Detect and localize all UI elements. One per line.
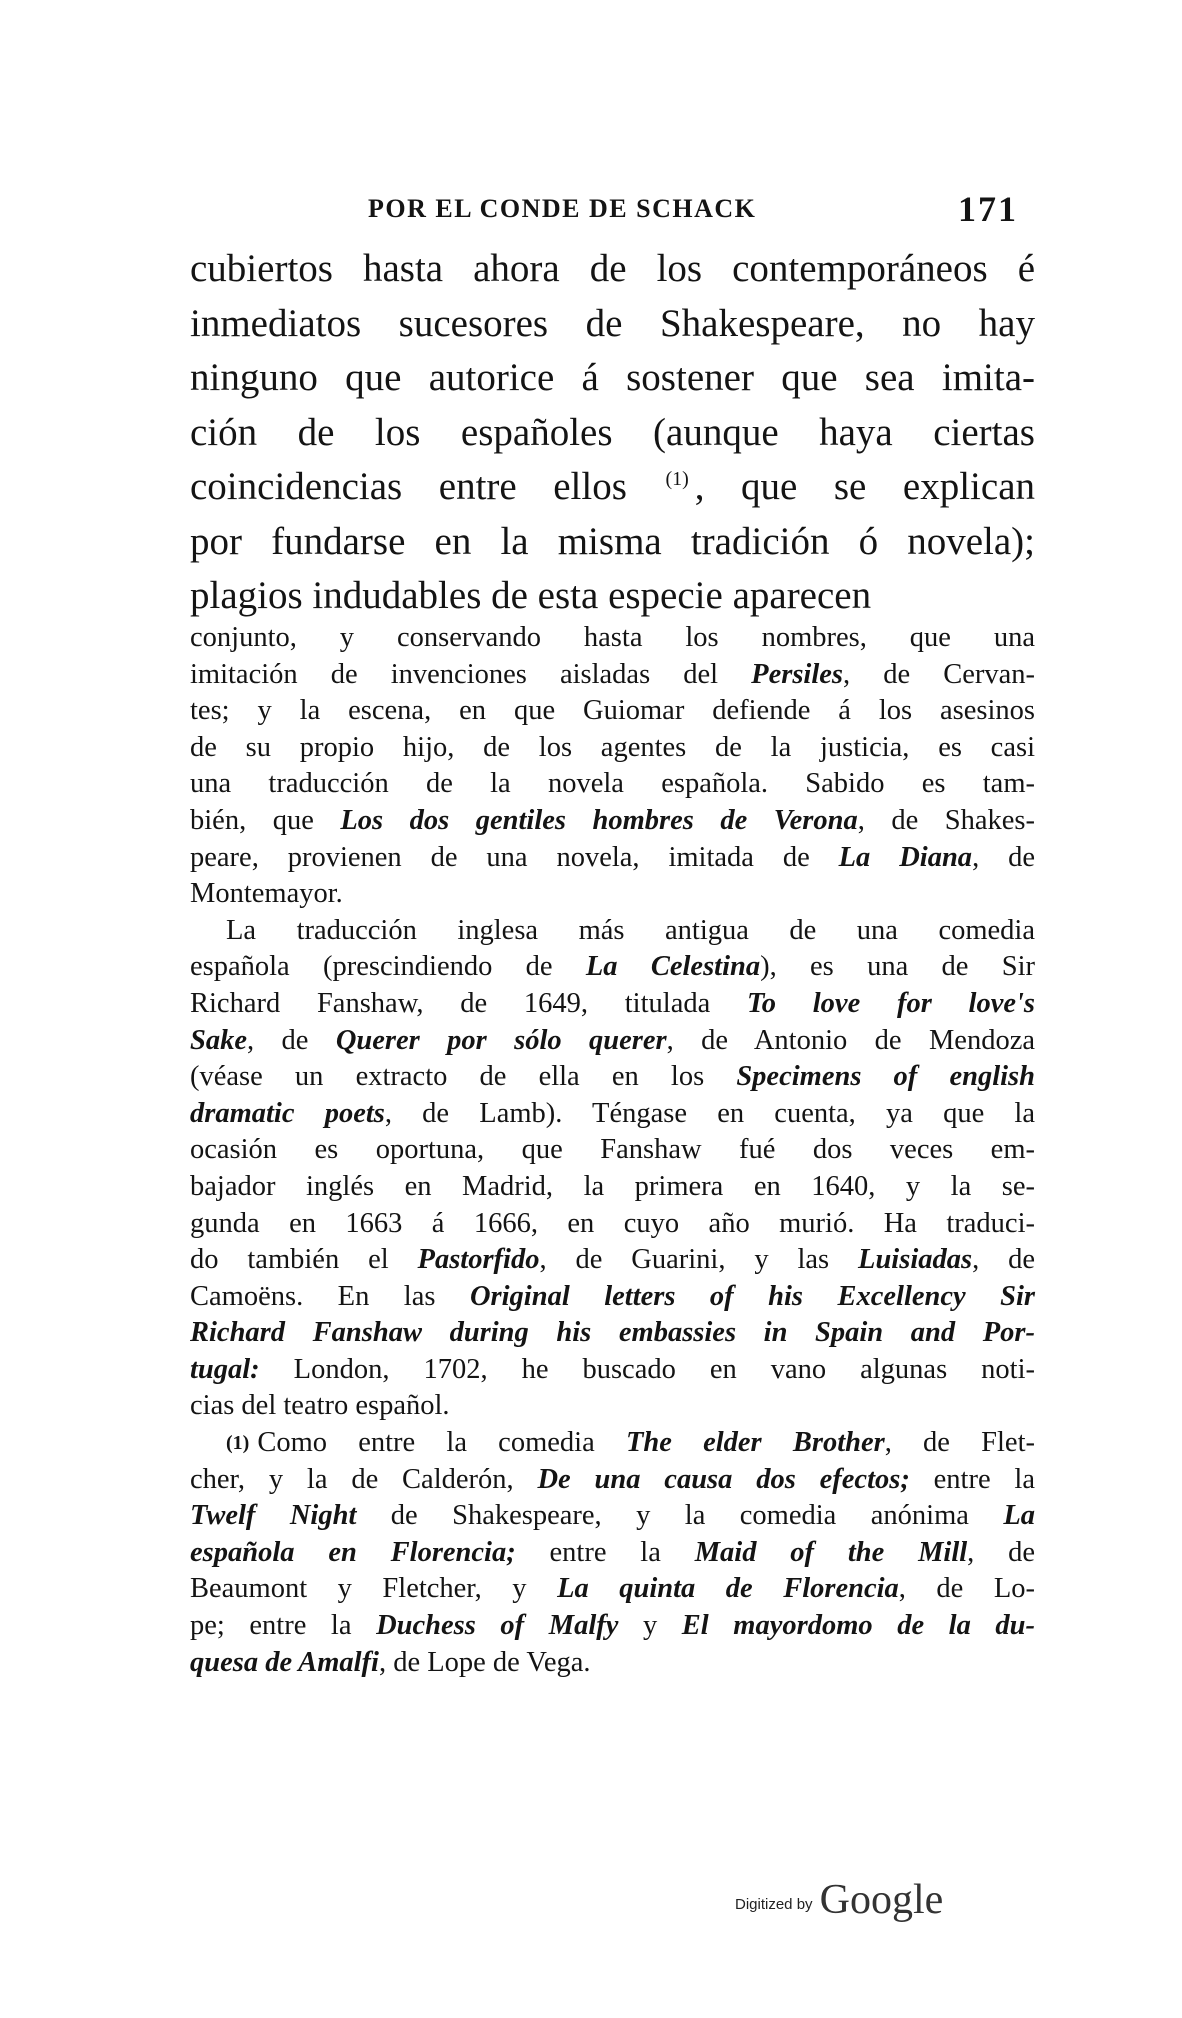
note-text: Camoëns. En las — [190, 1280, 470, 1312]
note-line — [190, 1535, 1035, 1572]
title-la-diana: La Diana — [838, 841, 973, 873]
note-line — [190, 1023, 1035, 1060]
note-line — [190, 1315, 1035, 1352]
note-text: entre la — [515, 1536, 695, 1568]
title-duchess-of-malfy: Duchess of Malfy — [376, 1610, 619, 1642]
title-espanola-en-florencia: española en Florencia; — [190, 1536, 516, 1568]
main-line: plagios indudables de esta especie aparecen — [190, 574, 872, 617]
title-el-mayordomo: El mayordomo de la du- — [681, 1610, 1036, 1642]
main-line: inmediatos sucesores de Shakespeare, no hay — [190, 301, 1035, 345]
note-line: una traducción de la novela española. Sabido es tam- — [190, 768, 1035, 800]
note-text: , de Shakes- — [857, 804, 1035, 836]
main-line: ninguno que autorice á sostener que sea imita- — [190, 356, 1035, 399]
footnote-reference: (1) — [665, 468, 689, 490]
note-text: pe; entre la — [190, 1610, 377, 1642]
notes-section — [190, 620, 1035, 1681]
running-head: POR EL CONDE DE SCHACK — [368, 194, 757, 223]
title-elder-brother: The elder Brother — [625, 1427, 885, 1459]
title-twelf-night: Twelf Night — [190, 1500, 357, 1532]
footnote-1 — [190, 1425, 1035, 1681]
main-text — [190, 242, 1035, 624]
note-text: , de Flet- — [884, 1427, 1035, 1459]
title-dramatic-poets: dramatic poets — [190, 1097, 385, 1129]
note-text: española (prescindiendo de — [190, 951, 586, 983]
note-text: London, 1702, he buscado en vano algunas noti- — [259, 1353, 1035, 1385]
title-dos-gentiles: Los dos gentiles hombres de Verona — [340, 804, 858, 836]
title-la-celestina: La Celestina — [585, 951, 761, 983]
note-line — [190, 986, 1035, 1023]
note-line — [190, 1059, 1035, 1096]
note-text: , de — [972, 841, 1035, 873]
note-line — [190, 1608, 1035, 1645]
title-maid-of-the-mill: Maid of the Mill — [694, 1536, 968, 1568]
main-line: cubiertos hasta ahora de los contemporáneos é — [190, 247, 1035, 290]
digitized-watermark — [735, 1876, 943, 1924]
note-line: cias del teatro español. — [190, 1390, 450, 1422]
note-line: de su propio hijo, de los agentes de la justicia, es casi — [190, 731, 1035, 763]
note-line: tes; y la escena, en que Guiomar defiende á los asesinos — [190, 695, 1035, 727]
page-number: 171 — [958, 189, 1018, 229]
note-text: imitación de invenciones aisladas del — [190, 658, 752, 690]
note-line: conjunto, y conservando hasta los nombres, que una — [190, 622, 1035, 653]
title-sake: Sake — [190, 1024, 247, 1056]
note-text: , de Lo- — [898, 1573, 1035, 1605]
note-line — [190, 1352, 1035, 1389]
title-specimens: Specimens of english — [736, 1061, 1035, 1093]
note-line — [190, 1645, 1035, 1682]
note-text: , de Cervan- — [843, 658, 1035, 690]
note-text: Richard Fanshaw, de 1649, titulada — [190, 987, 747, 1019]
note-line: La traducción inglesa más antigua de una comedia — [226, 914, 1035, 946]
page-header — [190, 188, 1040, 232]
title-luisiadas: Luisiadas — [858, 1244, 973, 1276]
note-text: Como entre la comedia — [257, 1427, 626, 1459]
note-text: ), es una de Sir — [760, 951, 1035, 983]
digitized-by-label: Digitized by — [735, 1896, 813, 1913]
note-line — [190, 1279, 1035, 1316]
title-persiles: Persiles — [751, 658, 843, 690]
title-de-una-causa: De una causa dos efectos; — [537, 1463, 910, 1495]
note-text: do también el — [190, 1244, 418, 1276]
note-text: (véase un extracto de ella en los — [190, 1061, 737, 1093]
note-paragraph-2 — [190, 913, 1035, 1425]
note-line — [190, 657, 1035, 694]
note-line — [190, 1571, 1035, 1608]
title-original-letters: Original letters of his Excellency Sir — [469, 1280, 1036, 1312]
note-line — [190, 1425, 1035, 1462]
title-original-letters-end: tugal: — [190, 1353, 260, 1385]
note-text: , de — [247, 1024, 336, 1056]
google-logo: Google — [819, 1877, 944, 1923]
title-la-espanola: La — [1003, 1500, 1035, 1532]
main-line — [190, 460, 1035, 515]
note-text: , de — [967, 1536, 1036, 1568]
note-line — [190, 1462, 1035, 1499]
title-to-love-for-loves: To love for love's — [746, 987, 1036, 1019]
note-text: entre la — [909, 1463, 1036, 1495]
note-line — [190, 840, 1035, 877]
note-line: Montemayor. — [190, 878, 343, 910]
title-la-quinta: La quinta de Florencia — [557, 1573, 899, 1605]
note-line: gunda en 1663 á 1666, en cuyo año murió. Ha traduci- — [190, 1207, 1035, 1239]
note-text: , de Guarini, y las — [539, 1244, 859, 1276]
note-text: bién, que — [190, 804, 341, 836]
note-line: ocasión es oportuna, que Fanshaw fué dos veces em- — [190, 1134, 1035, 1166]
note-text: Beaumont y Fletcher, y — [190, 1573, 558, 1605]
note-text: , de Lope de Vega. — [378, 1646, 591, 1678]
note-text: cher, y la de Calderón, — [190, 1463, 538, 1495]
note-text: , de — [972, 1244, 1035, 1276]
note-text: , de Antonio de Mendoza — [666, 1024, 1035, 1056]
title-querer-por-solo-querer: Querer por sólo querer — [335, 1024, 667, 1056]
note-text: peare, provienen de una novela, imitada de — [190, 841, 839, 873]
note-line — [190, 949, 1035, 986]
note-line: bajador inglés en Madrid, la primera en 1640, y la se- — [190, 1170, 1035, 1202]
note-text: , de Lamb). Téngase en cuenta, ya que la — [384, 1097, 1036, 1129]
footnote-marker: (1) — [226, 1432, 250, 1455]
note-text: y — [618, 1610, 682, 1642]
main-line: por fundarse en la misma tradición ó novela); — [190, 519, 1035, 563]
note-paragraph-1 — [190, 620, 1035, 913]
title-original-letters-cont: Richard Fanshaw during his embassies in Spain and Por- — [190, 1317, 1035, 1349]
note-line — [190, 1498, 1035, 1535]
note-line — [190, 1242, 1035, 1279]
note-line — [190, 1096, 1035, 1133]
main-line: ción de los españoles (aunque haya ciertas — [190, 410, 1035, 454]
main-line-text: , que se explican — [694, 465, 1035, 508]
title-pastorfido: Pastorfido — [417, 1244, 540, 1276]
note-text: de Shakespeare, y la comedia anónima — [356, 1500, 1004, 1532]
title-quesa-de-amalfi: quesa de Amalfi — [190, 1646, 379, 1678]
main-line-text: coincidencias entre ellos — [190, 465, 627, 508]
note-line — [190, 803, 1035, 840]
